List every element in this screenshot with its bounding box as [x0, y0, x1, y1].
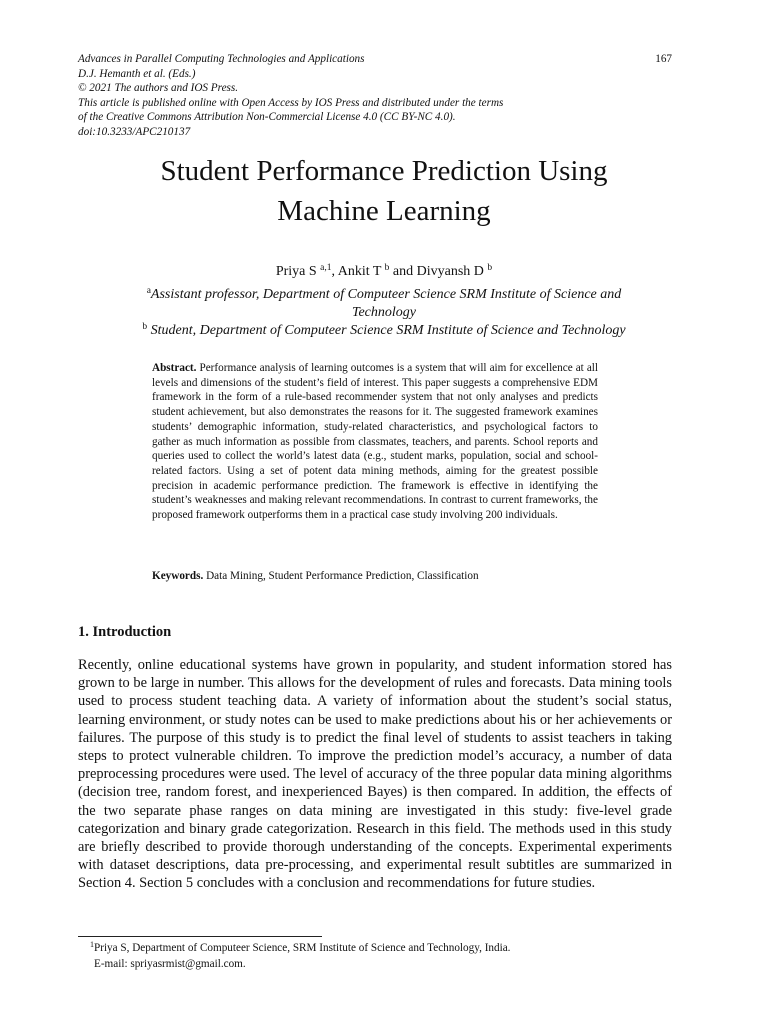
affiliation-b-text: Student, Department of Computeer Science SRM Institute of Science and Technology [150, 323, 626, 338]
affiliation-a-text-2: Technology [351, 305, 417, 320]
keywords-text: Data Mining, Student Performance Prediction, Classification [206, 570, 479, 582]
author-2-mark: b [384, 263, 390, 273]
keywords [152, 569, 598, 584]
abstract-label: Abstract. [152, 362, 197, 374]
footnote-email: E-mail: spriyasrmist@gmail.com. [94, 958, 246, 970]
license-line-2: of the Creative Commons Attribution Non-Commercial License 4.0 (CC BY-NC 4.0). [78, 111, 456, 124]
author-list [78, 259, 690, 281]
affiliation-b-mark: b [142, 322, 148, 332]
section-heading: 1. Introduction [78, 624, 172, 640]
affiliation-b [78, 318, 690, 340]
editors: D.J. Hemanth et al. (Eds.) [78, 67, 196, 80]
author-3-mark: b [487, 263, 493, 273]
footnote-mark: 1 [90, 940, 94, 949]
author-3: and Divyansh D [389, 264, 484, 279]
affiliation-a-mark: a [146, 286, 151, 296]
title-line-2: Machine Learning [277, 195, 491, 227]
doi: doi:10.3233/APC210137 [78, 125, 191, 138]
footnote-text: Priya S, Department of Computeer Science, SRM Institute of Science and Technology, India. [94, 942, 511, 954]
abstract [152, 361, 598, 523]
journal-name: Advances in Parallel Computing Technologies and Applications [78, 53, 365, 65]
title-line-1: Student Performance Prediction Using [160, 155, 608, 187]
introduction-paragraph: Recently, online educational systems have grown in popularity, and student information stored has grown to be large in number. This allows for the development of rules and forecasts. Data mining tools used to process student teaching data. A variety of information about the student’s social status, learning environment, or study notes can be used to make predictions about his or her achievements or failures. The purpose of this study is to predict the final level of students to assist teachers in taking steps to protect vulnerable children. To improve the prediction model’s accuracy, a number of data preprocessing procedures were used. The level of accuracy of the three popular data mining algorithms (decision tree, random forest, and inexperienced Bayes) is then compared. In addition, the effects of the two separate phase ranges on data mining are investigated in this study: five-level grade categorization and binary grade categorization. Research in this field. The methods used in this study are briefly described to provide thorough understanding of the concepts. Experimental experiments with dataset descriptions, data pre-processing, and experimental result subtitles are summarized in Section 4. Section 5 concludes with a conclusion and recommendations for future studies. [78, 657, 672, 892]
license-line-1: This article is published online with Open Access by IOS Press and distributed under the terms [78, 96, 504, 109]
affiliation-a [78, 282, 690, 322]
author-2: , Ankit T [331, 264, 382, 279]
affiliation-a-text-1: Assistant professor, Department of Computeer Science SRM Institute of Science and [150, 287, 622, 302]
running-header [78, 52, 672, 140]
abstract-text: Performance analysis of learning outcomes is a system that will aim for excellence at all levels and dimensions of the student’s field of interest. This paper suggests a comprehensive EDM framework in the form of a rule-based recommender system that not only analyses and predicts student achievement, but also demonstrates the reasons for it. The suggested framework examines students’ demographic information, study-related characteristics, and psychological factors to gather as much information as possible from classmates, teachers, and parents. School reports and queries used to collect the world’s latest data (e.g., student marks, population, social and school-related factors. Using a set of potent data mining methods, aiming for the greatest possible precision in academic performance prediction. The framework is effective in identifying the student’s weaknesses and making relevant recommendations. In contrast to current frameworks, the proposed framework outperforms them in a practical case study involving 200 individuals. [152, 362, 598, 522]
author-1: Priya S [275, 264, 317, 279]
author-1-mark: a,1 [320, 263, 332, 273]
footnote [90, 937, 680, 972]
keywords-label: Keywords. [152, 570, 204, 582]
page-number: 167 [655, 53, 672, 65]
paper-title [78, 151, 690, 231]
copyright-line: © 2021 The authors and IOS Press. [78, 82, 239, 95]
